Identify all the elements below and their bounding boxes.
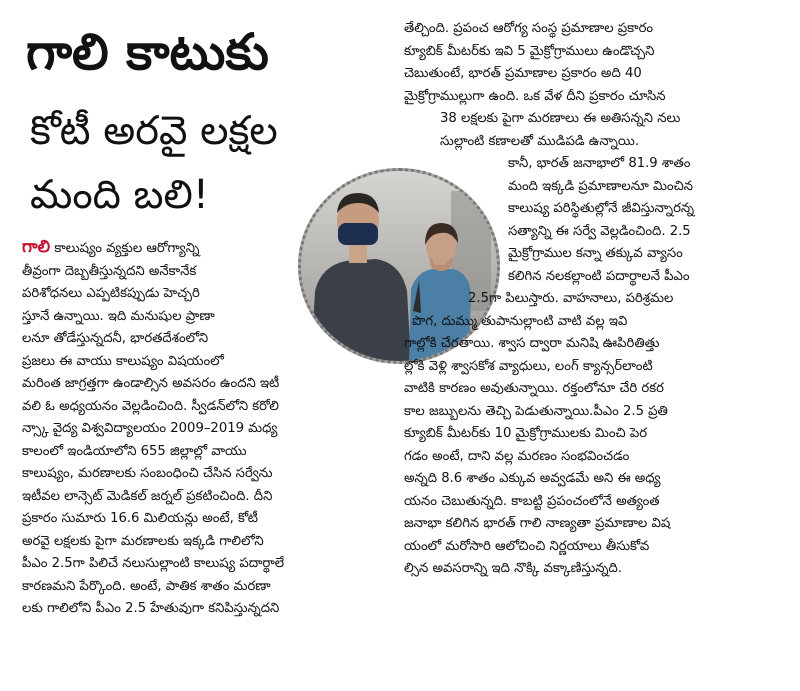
body-line: ప్రజలు ఈ వాయు కాలుష్యం విషయంలో xyxy=(22,353,224,369)
body-line: ల్లోకి వెళ్లి శ్వాసకోశ వ్యాధులు, లంగ్ క్యాన్సర్‌లాంటి xyxy=(404,358,653,374)
body-line xyxy=(22,236,392,261)
body-line: క్యూబిక్ మీటర్‌కు 10 మైక్రోగ్రాములకు మించి పెర xyxy=(404,426,648,441)
body-line: తీవ్రంగా దెబ్బతీస్తున్నదని అనేకానేక xyxy=(22,263,197,279)
body-line: ఇటీవల లాన్సెట్ మెడికల్ జర్నల్ ప్రకటించింది. దీని xyxy=(22,488,273,504)
body-line: మైక్రోగ్రాముల్లుగా ఉంది. ఒక వేళ దీని ప్రకారం చూసిన xyxy=(404,88,666,104)
body-line: కాలుష్యం, మరణాలకు సంబంధించి చేసిన సర్వేను xyxy=(22,466,273,481)
body-line: లకు గాలిలోని పీఎం 2.5 హేతువుగా కనిపిస్తున్నదని xyxy=(22,601,280,616)
headline-line-2: కోటీ అరవై లక్షల xyxy=(30,108,278,154)
body-line: పీఎం 2.5గా పిలిచే నలుసుల్లాంటి కాలుష్య పదార్థాలే xyxy=(22,556,285,571)
body-line: అరవై లక్షలకు పైగా మరణాలకు ఇక్కడి గాలిలోని xyxy=(22,533,264,549)
article-body-right-column xyxy=(404,18,784,581)
article-body-left-column xyxy=(22,236,392,621)
headline-line-1: గాలి కాటుకు xyxy=(26,23,269,81)
body-line: 38 లక్షలకు పైగా మరణాలు ఈ అతిసన్నని నలు xyxy=(440,111,681,126)
body-line: కాలంలో ఇండియాలోని 655 జిల్లాల్లో వాయు xyxy=(22,443,247,459)
body-line: ప్రకారం సుమారు 16.6 మిలియన్లు అంటే, కోటీ xyxy=(22,511,258,526)
headline-line-3: మంది బలి! xyxy=(30,172,209,218)
body-line: పరిశోధనలు ఎప్పటికప్పుడు హెచ్చరి xyxy=(22,286,200,301)
body-line: కారణమని పేర్కొంది. అంటే, పాతిక శాతం మరణా xyxy=(22,578,271,594)
body-line: పొగ, దుమ్ము తుపానుల్లాంటి వాటి వల్ల ఇవి xyxy=(412,313,628,329)
body-line: కలిగిన నలకల్లాంటి పదార్థాలనే పీఎం xyxy=(508,268,690,284)
body-line: కానీ, భారత్ జనాభాలో 81.9 శాతం xyxy=(508,156,691,171)
body-line: స్తూనే ఉన్నాయి. ఇది మనుషుల ప్రాణా xyxy=(22,308,215,324)
body-line: కాలుష్య పరిస్థితుల్లోనే జీవిస్తున్నారన్న xyxy=(508,201,695,216)
body-line: వలి ఓ అధ్యయనం వెల్లడించింది. స్వీడన్‌లోని కరోలి xyxy=(22,398,279,414)
body-line: క్యూబిక్ మీటర్‌కు ఇవి 5 మైక్రోగ్రాములు ఉండొచ్చని xyxy=(404,43,655,59)
dropcap-word: గాలి xyxy=(22,237,51,257)
body-line: వాటికి కారణం అవుతున్నాయి. రక్తంలోనూ చేరి రకర xyxy=(404,381,664,396)
body-line: సత్యాన్ని ఈ సర్వే వెల్లడించింది. 2.5 xyxy=(508,223,691,239)
body-line: మరింత జాగ్రత్తగా ఉండాల్సిన అవసరం ఉందని ఇటీ xyxy=(22,376,280,391)
body-line: యనం చెబుతున్నది. కాబట్టి ప్రపంచంలోనే అత్యంత xyxy=(404,493,660,509)
body-line: మంది ఇక్కడి ప్రమాణాలనూ మించిన xyxy=(508,178,693,194)
body-line: యంలో మరోసారి ఆలోచించి నిర్ణయాలు తీసుకోవ xyxy=(404,538,650,554)
body-line: తేల్చింది. ప్రపంచ ఆరోగ్య సంస్థ ప్రమాణాల ప్రకారం xyxy=(404,21,654,36)
body-text: కాలుష్యం వ్యక్తుల ఆరోగ్యాన్ని xyxy=(50,241,200,256)
body-line: 2.5గా పిలుస్తారు. వాహనాలు, పరిశ్రమల xyxy=(468,291,674,306)
body-line: లనూ తోడేస్తున్నదనీ, భారతదేశంలోని xyxy=(22,331,209,346)
body-line: మైక్రోగ్రాముల కన్నా తక్కువ వ్యాసం xyxy=(508,246,683,261)
body-line: ల్సిన అవసరాన్ని ఇది నొక్కి వక్కాణిస్తున్నది. xyxy=(404,561,622,576)
body-line: చెబుతుంటే, భారత్ ప్రమాణాల ప్రకారం అది 40 xyxy=(404,66,642,81)
body-line: సుల్లాంటి కణాలతో ముడిపడి ఉన్నాయి. xyxy=(440,133,640,149)
body-line: జనాభా కలిగిన భారత్ గాలి నాణ్యతా ప్రమాణాల విష xyxy=(404,516,671,531)
body-line: న్స్కా వైద్య విశ్వవిద్యాలయం 2009–2019 మధ్య xyxy=(22,421,278,436)
body-line: గాల్లోకి చేరతాయి. శ్వాస ద్వారా మనిషి ఊపిరితిత్తు xyxy=(404,336,660,351)
body-line: అన్నది 8.6 శాతం ఎక్కువ అవ్వడమే అని ఈ అధ్య xyxy=(404,471,661,486)
body-line: కాల జబ్బులను తెచ్చి పెడుతున్నాయి.పీఎం 2.5 ప్రతి xyxy=(404,403,668,419)
body-line: గడం అంటే, దాని వల్ల మరణం సంభవించడం xyxy=(404,448,630,464)
